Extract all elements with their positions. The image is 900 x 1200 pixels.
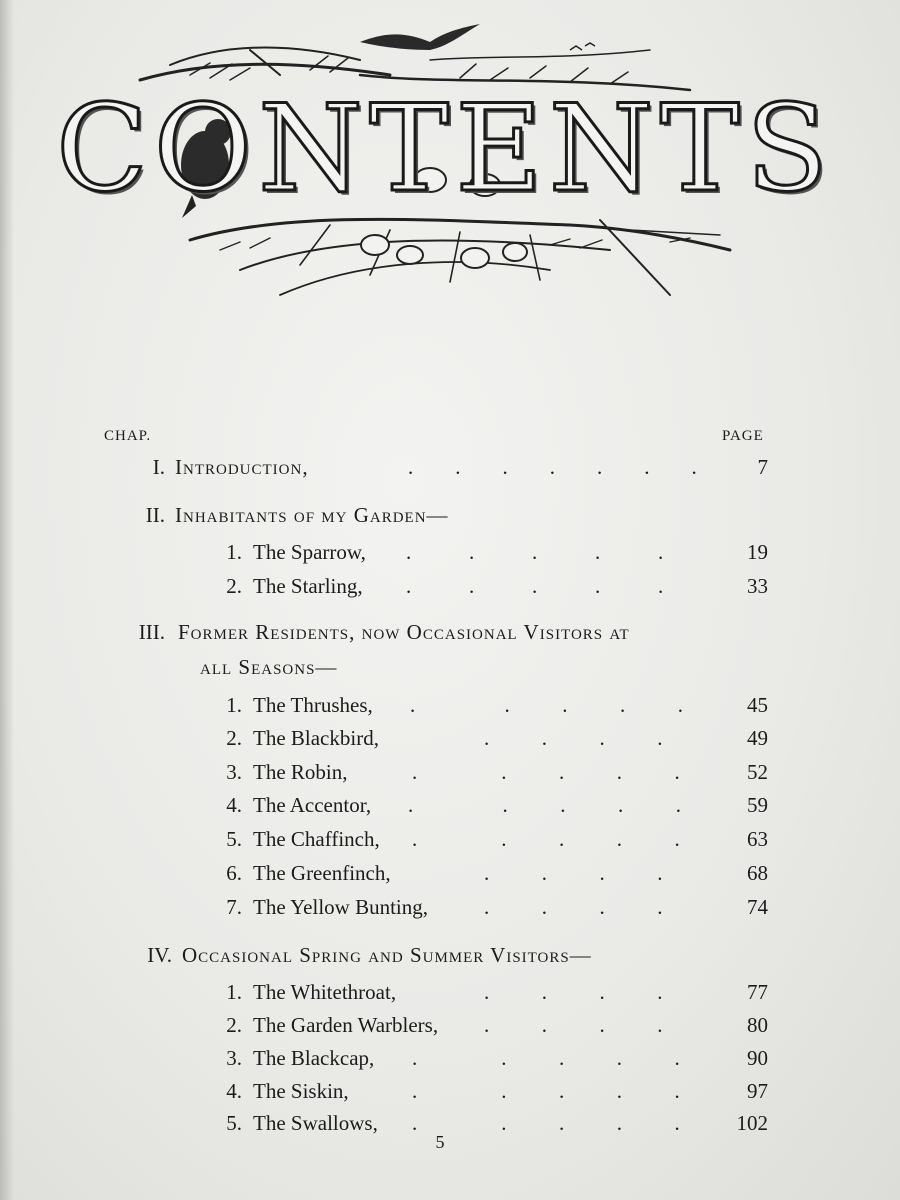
toc-entry <box>0 452 900 482</box>
item-title: The Yellow Bunting, <box>253 895 429 919</box>
toc-entry <box>0 1108 900 1138</box>
item-title: The Thrushes, <box>253 693 373 717</box>
item-number: 2. <box>226 726 242 750</box>
page-number: 33 <box>747 574 768 598</box>
chapter-number: IV. <box>147 943 172 967</box>
item-number: 1. <box>226 693 242 717</box>
page-number: 80 <box>747 1013 768 1037</box>
item-number: 4. <box>226 793 242 817</box>
page-number: 102 <box>736 1111 768 1135</box>
item-number: 3. <box>226 760 242 784</box>
toc-entry <box>0 652 900 682</box>
item-title: The Sparrow, <box>253 540 366 564</box>
leader-dots: . . . . . <box>406 540 664 564</box>
chapter-number: I. <box>152 455 165 479</box>
page-number: 45 <box>747 693 768 717</box>
leader-dots: . . . . . <box>412 760 680 784</box>
toc-entry <box>0 977 900 1007</box>
item-number: 6. <box>226 861 242 885</box>
leader-dots: . . . . <box>484 1013 663 1037</box>
page-number: 19 <box>747 540 768 564</box>
toc-entry <box>0 790 900 820</box>
page-number: 68 <box>747 861 768 885</box>
item-title: The Starling, <box>253 574 363 598</box>
toc-entry <box>0 723 900 753</box>
page-column-label: PAGE <box>722 428 764 444</box>
leader-dots: . . . . <box>484 895 663 919</box>
item-number: 2. <box>226 574 242 598</box>
page-number: 7 <box>757 455 768 479</box>
chapter-column-label: CHAP. <box>104 428 152 444</box>
toc-entry <box>0 537 900 567</box>
toc-entry <box>0 1010 900 1040</box>
item-title: The Blackcap, <box>253 1046 375 1070</box>
item-number: 5. <box>226 827 242 851</box>
toc-entry <box>0 858 900 888</box>
leader-dots: . . . . . <box>410 693 683 717</box>
item-title: The Blackbird, <box>253 726 379 750</box>
toc-entry <box>0 940 900 970</box>
item-number: 7. <box>226 895 242 919</box>
toc-entry <box>0 617 900 647</box>
leader-dots: . . . . . <box>412 827 680 851</box>
toc-entry <box>0 500 900 530</box>
toc-entry <box>0 757 900 787</box>
item-title: The Garden Warblers, <box>253 1013 439 1037</box>
leader-dots: . . . . . <box>412 1079 680 1103</box>
chapter-title: Occasional Spring and Summer Visitors— <box>182 943 592 967</box>
item-title: The Robin, <box>253 760 348 784</box>
leader-dots: . . . . . <box>408 793 681 817</box>
leader-dots: . . . . <box>484 726 663 750</box>
chapter-title-continuation: all Seasons— <box>200 655 338 679</box>
page-number: 97 <box>747 1079 768 1103</box>
leader-dots: . . . . . <box>406 574 664 598</box>
item-title: The Whitethroat, <box>253 980 397 1004</box>
leader-dots: . . . . <box>484 861 663 885</box>
chapter-number: II. <box>145 503 165 527</box>
item-title: The Chaffinch, <box>253 827 380 851</box>
chapter-number: III. <box>138 620 165 644</box>
item-number: 1. <box>226 980 242 1004</box>
leader-dots: . . . . . <box>412 1046 680 1070</box>
toc-entry <box>0 571 900 601</box>
page-number: 52 <box>747 760 768 784</box>
chapter-title: Former Residents, now Occasional Visitors at <box>178 620 630 644</box>
toc-entry <box>0 824 900 854</box>
item-number: 2. <box>226 1013 242 1037</box>
toc-entry <box>0 1043 900 1073</box>
leader-dots: . . . . . <box>412 1111 680 1135</box>
page-number: 74 <box>747 895 768 919</box>
item-title: The Siskin, <box>253 1079 349 1103</box>
item-title: The Accentor, <box>253 793 372 817</box>
leader-dots: . . . . <box>484 980 663 1004</box>
folio-page-number: 5 <box>435 1132 445 1152</box>
item-number: 5. <box>226 1111 242 1135</box>
item-number: 4. <box>226 1079 242 1103</box>
toc-entry <box>0 690 900 720</box>
toc-entry <box>0 1076 900 1106</box>
chapter-title: Inhabitants of my Garden— <box>175 503 449 527</box>
leader-dots: . . . . . . . <box>408 455 697 479</box>
page-number: 49 <box>747 726 768 750</box>
page-number: 90 <box>747 1046 768 1070</box>
page-title: CONTENTS <box>55 80 835 219</box>
item-number: 1. <box>226 540 242 564</box>
item-title: The Swallows, <box>253 1111 378 1135</box>
chapter-title: Introduction, <box>175 455 309 479</box>
page-number: 77 <box>747 980 768 1004</box>
item-title: The Greenfinch, <box>253 861 391 885</box>
page-number: 63 <box>747 827 768 851</box>
item-number: 3. <box>226 1046 242 1070</box>
toc-entry <box>0 892 900 922</box>
page-number: 59 <box>747 793 768 817</box>
